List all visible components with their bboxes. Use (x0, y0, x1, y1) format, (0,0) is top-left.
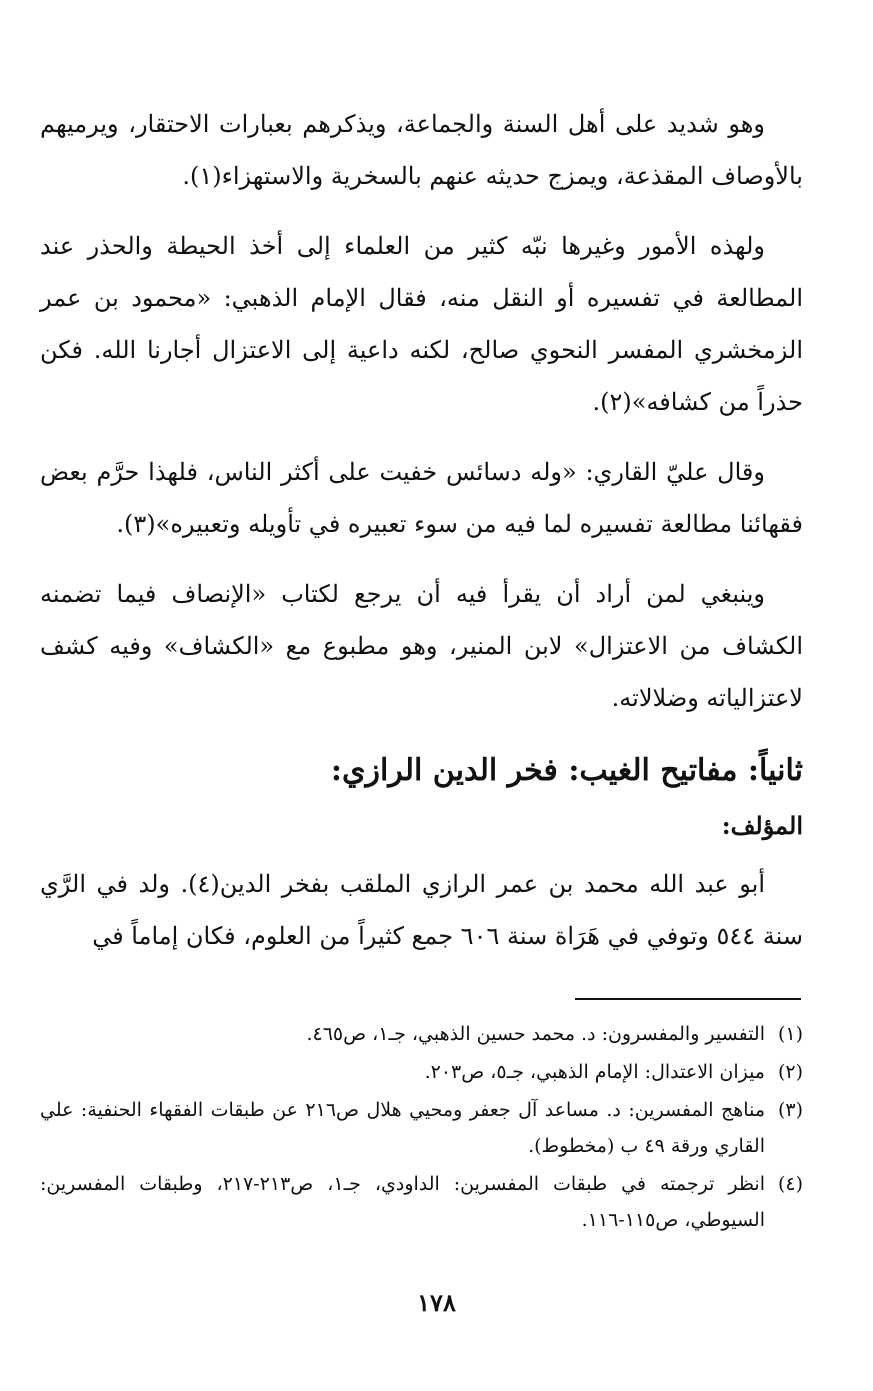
footnote (40, 1092, 803, 1164)
author-paragraph: أبو عبد الله محمد بن عمر الرازي الملقب بفخر الدين(٤). ولد في الرَّي سنة ٥٤٤ وتوفي في هَرَاة سنة ٦٠٦ جمع كثيراً من العلوم، فكان إماماً في (40, 870, 803, 950)
footnote-text: انظر ترجمته في طبقات المفسرين: الداودي، جـ١، ص٢١٣-٢١٧، وطبقات المفسرين: السيوطي، ص١١٥-١١٦. (40, 1173, 765, 1231)
footnote-number: (٤) (777, 1173, 803, 1195)
footnote (40, 1166, 803, 1238)
page-number: ١٧٨ (417, 1288, 456, 1317)
footnote-number: (٢) (777, 1061, 803, 1083)
footnote (40, 1016, 803, 1052)
footnote-divider (575, 998, 801, 1000)
footnote-number: (١) (777, 1023, 803, 1045)
subheading: المؤلف: (721, 811, 803, 840)
footnote-text: التفسير والمفسرون: د. محمد حسين الذهبي، جـ١، ص٤٦٥. (306, 1023, 765, 1045)
footnote (40, 1054, 803, 1090)
paragraph: وهو شديد على أهل السنة والجماعة، ويذكرهم بعبارات الاحتقار، ويرميهم بالأوصاف المقذعة، ويمزج حديثه عنهم بالسخرية والاستهزاء(١). (40, 110, 803, 190)
footnote-number: (٣) (777, 1099, 804, 1121)
footnote-text: مناهج المفسرين: د. مساعد آل جعفر ومحيي هلال ص٢١٦ عن طبقات الفقهاء الحنفية: علي القاري ورقة ٤٩ ب (مخطوط). (40, 1099, 766, 1157)
page-body (40, 98, 803, 980)
paragraph: وقال عليّ القاري: «وله دسائس خفيت على أكثر الناس، فلهذا حرَّم بعض فقهائنا مطالعة تفسيره لما فيه من سوء تعبيره في تأويله وتعبيره»(٣). (40, 458, 803, 538)
paragraph: ولهذه الأمور وغيرها نبّه كثير من العلماء إلى أخذ الحيطة والحذر عند المطالعة في تفسيره أو النقل منه، فقال الإمام الذهبي: «محمود بن عمر الزمخشري المفسر النحوي صالح، لكنه داعية إلى الاعتزال أجارنا الله. فكن حذراً من كشافه»(٢). (40, 232, 803, 416)
footnotes (40, 1016, 803, 1240)
paragraph: وينبغي لمن أراد أن يقرأ فيه أن يرجع لكتاب «الإنصاف فيما تضمنه الكشاف من الاعتزال» لابن المنير، وهو مطبوع مع «الكشاف» وفيه كشف لاعتزالياته وضلالاته. (40, 580, 803, 712)
footnote-text: ميزان الاعتدال: الإمام الذهبي، جـ٥، ص٢٠٣. (424, 1061, 765, 1083)
section-heading: ثانياً: مفاتيح الغيب: فخر الدين الرازي: (330, 753, 803, 788)
